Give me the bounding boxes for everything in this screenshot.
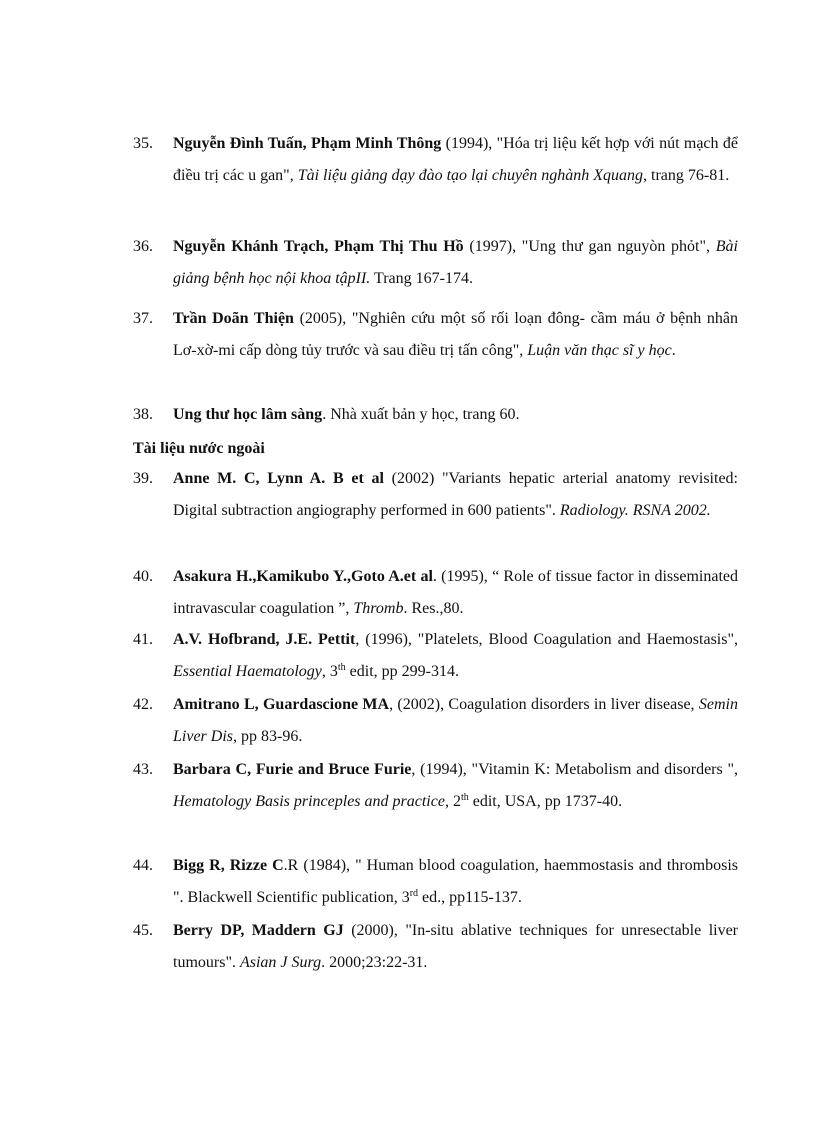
reference-text: (1997), "Ung thư gan nguyòn phỏt", — [463, 238, 716, 255]
reference-text: . — [671, 342, 676, 359]
reference-text: , 3 — [321, 663, 338, 680]
reference-39 — [133, 463, 738, 527]
reference-authors: Nguyễn Đình Tuấn, Phạm Minh Thông — [173, 135, 442, 152]
reference-36 — [133, 231, 738, 295]
reference-authors: Nguyễn Khánh Trạch, Phạm Thị Thu Hồ — [173, 238, 464, 255]
reference-number: 39. — [133, 470, 153, 487]
reference-number: 38. — [133, 406, 153, 423]
reference-43 — [133, 754, 738, 818]
reference-38 — [133, 399, 738, 431]
reference-text: (2005), "Nghiên cứu một số rối loạn đông- cầm máu ở bệnh nhân Lơ-xờ-mi cấp dòng tủy trước và sau điều trị tấn công", — [173, 310, 738, 359]
reference-text: .R (1984), " Human blood coagulation, haemmostasis and thrombosis ". Blackwell Scientific publication, 3 — [173, 857, 739, 906]
reference-number: 36. — [133, 238, 153, 255]
reference-text: , (2002), Coagulation disorders in liver disease, — [389, 696, 699, 713]
reference-41 — [133, 624, 738, 688]
reference-authors: Barbara C, Furie and Bruce Furie — [173, 761, 412, 778]
reference-text: . Res.,80. — [403, 600, 464, 617]
reference-number: 40. — [133, 568, 153, 585]
reference-number: 35. — [133, 135, 153, 152]
reference-text: , (1996), "Platelets, Blood Coagulation and Haemostasis", — [355, 631, 739, 648]
reference-text: . 2000;23:22-31. — [321, 954, 428, 971]
reference-authors: Bigg R, Rizze C — [173, 857, 284, 874]
reference-authors: Asakura H.,Kamikubo Y.,Goto A.et al — [173, 568, 433, 585]
reference-45 — [133, 915, 738, 979]
reference-number: 41. — [133, 631, 153, 648]
superscript: rd — [409, 888, 419, 899]
reference-source: Asian J Surg — [239, 954, 322, 971]
superscript: th — [460, 792, 469, 803]
reference-source: Thromb — [353, 600, 404, 617]
reference-text: (2002) "Variants hepatic arterial anatomy revisited: Digital subtraction angiography performed in 600 patients". — [173, 470, 738, 519]
reference-number: 45. — [133, 922, 153, 939]
reference-text: 2 — [448, 793, 461, 810]
reference-text: , (1994), "Vitamin K: Metabolism and disorders ", — [411, 761, 739, 778]
reference-source: Bài giảng bệnh học nội khoa tậpII. — [173, 238, 738, 287]
reference-text: (2000), "In-situ ablative techniques for unresectable liver tumours". — [173, 922, 739, 971]
reference-authors: Berry DP, Maddern GJ — [173, 922, 344, 939]
reference-number: 44. — [133, 857, 153, 874]
superscript: th — [337, 662, 346, 673]
reference-text: edit, USA, pp 1737-40. — [468, 793, 623, 810]
reference-40 — [133, 561, 738, 625]
reference-number: 42. — [133, 696, 153, 713]
reference-authors: Trần Doãn Thiện — [173, 310, 294, 327]
reference-text: . Nhà xuất bản y học, trang 60. — [322, 406, 520, 423]
section-title: Tài liệu nước ngoài — [133, 440, 265, 457]
reference-number: 43. — [133, 761, 153, 778]
reference-authors: Ung thư học lâm sàng — [173, 406, 323, 423]
reference-text: . (1995), “ Role of tissue factor in disseminated intravascular coagulation ”, — [173, 568, 738, 617]
reference-text: ed., pp115-137. — [418, 889, 522, 906]
reference-source: Semin Liver Dis — [173, 696, 738, 745]
reference-authors: Amitrano L, Guardascione MA — [173, 696, 390, 713]
reference-text: (1994), "Hóa trị liệu kết hợp với nút mạch để điều trị các u gan", — [173, 135, 738, 184]
reference-text: , trang 76-81. — [643, 167, 730, 184]
reference-source: Hematology Basis princeples and practice, — [173, 793, 449, 810]
reference-authors: A.V. Hofbrand, J.E. Pettit — [173, 631, 356, 648]
reference-text: , pp 83-96. — [233, 728, 303, 745]
reference-number: 37. — [133, 310, 153, 327]
reference-source: Tài liệu giảng dạy đào tạo lại chuyên nghành Xquang — [297, 167, 643, 184]
reference-44 — [133, 850, 738, 914]
reference-source: Radiology. RSNA 2002. — [559, 502, 711, 519]
reference-text: Trang 167-174. — [370, 270, 473, 287]
reference-source: Essential Haematology — [173, 663, 322, 680]
reference-42 — [133, 689, 738, 753]
reference-37 — [133, 303, 738, 367]
reference-35 — [133, 128, 738, 192]
reference-text: edit, pp 299-314. — [345, 663, 459, 680]
reference-authors: Anne M. C, Lynn A. B et al — [173, 470, 384, 487]
reference-source: Luận văn thạc sĩ y học — [527, 342, 672, 359]
